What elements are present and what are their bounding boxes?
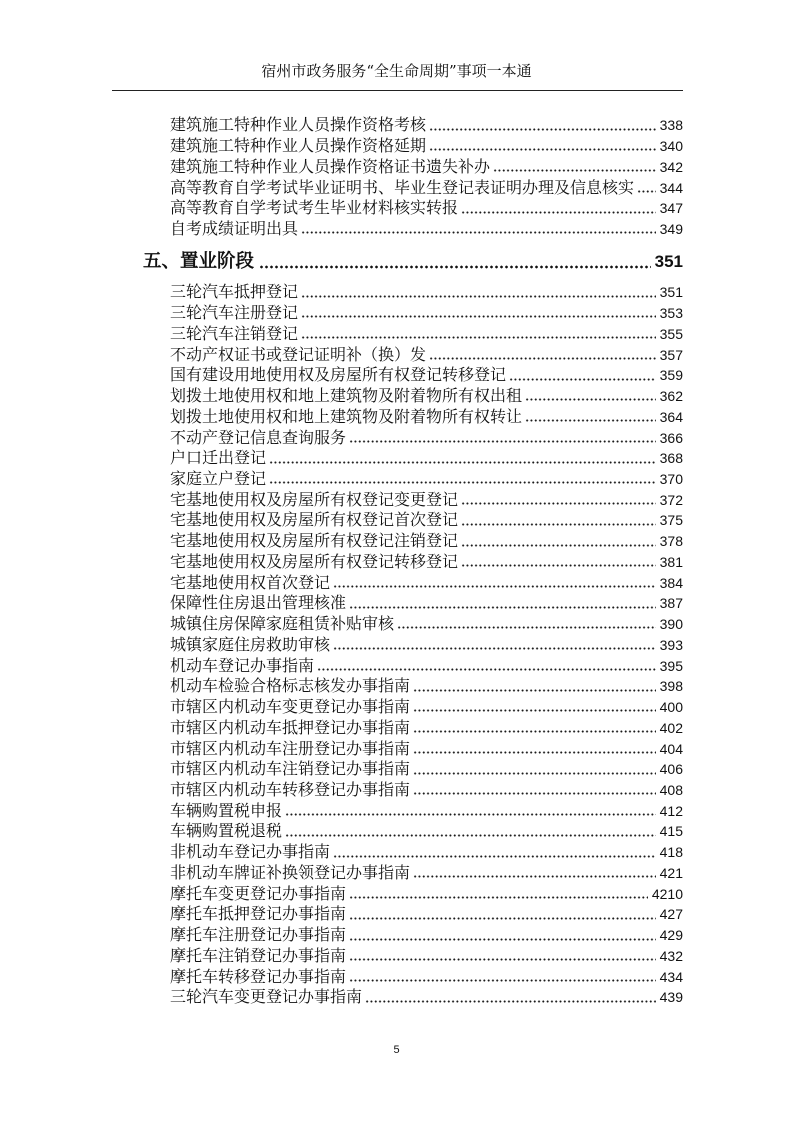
- toc-entry-page: 347: [659, 200, 683, 217]
- toc-entry-title: 机动车登记办事指南: [170, 655, 315, 675]
- toc-entry-title: 市辖区内机动车变更登记办事指南: [170, 697, 411, 717]
- dot-leader: [269, 461, 656, 464]
- toc-entry[interactable]: [170, 510, 683, 531]
- toc-entry-title: 摩托车注销登记办事指南: [170, 945, 347, 965]
- dot-leader: [413, 689, 656, 692]
- toc-entry-page: 359: [659, 367, 683, 384]
- page-number: 5: [393, 1044, 400, 1056]
- toc-entry[interactable]: [170, 759, 683, 780]
- toc-entry-page: 338: [659, 117, 683, 134]
- toc-entry-page: 349: [659, 221, 683, 238]
- toc-entry-page: 421: [659, 864, 683, 881]
- dot-leader: [349, 440, 656, 443]
- toc-entry[interactable]: [170, 303, 683, 324]
- dot-leader: [429, 357, 656, 360]
- toc-entry-title: 国有建设用地使用权及房屋所有权登记转移登记: [170, 365, 507, 385]
- toc-entry-page: 415: [659, 823, 683, 840]
- toc-entry-title: 车辆购置税申报: [170, 800, 283, 820]
- toc-entry-page: 366: [659, 429, 683, 446]
- toc-entry-title: 户口迁出登记: [170, 448, 267, 468]
- toc-entry[interactable]: [170, 717, 683, 738]
- toc-entry[interactable]: [170, 489, 683, 510]
- toc-entry-title: 摩托车抵押登记办事指南: [170, 904, 347, 924]
- toc-entry-page: 340: [659, 138, 683, 155]
- toc-entry-title: 机动车检验合格标志核发办事指南: [170, 676, 411, 696]
- toc-entry-title: 三轮汽车变更登记办事指南: [170, 987, 363, 1007]
- dot-leader: [301, 231, 656, 234]
- toc-entry[interactable]: [170, 738, 683, 759]
- toc-entry-page: 408: [659, 781, 683, 798]
- toc-entry[interactable]: [170, 925, 683, 946]
- toc-entry-page: 384: [659, 574, 683, 591]
- toc-entry[interactable]: [170, 136, 683, 157]
- toc-entry-page: 439: [659, 989, 683, 1006]
- toc-entry-page: 357: [659, 346, 683, 363]
- toc-entry-page: 402: [659, 719, 683, 736]
- toc-entry[interactable]: [170, 552, 683, 573]
- toc-entry-title: 家庭立户登记: [170, 468, 267, 488]
- toc-list-section-five: [170, 282, 683, 1008]
- toc-entry-title: 三轮汽车注销登记: [170, 323, 299, 343]
- toc-entry-page: 355: [659, 325, 683, 342]
- toc-entry-title: 摩托车变更登记办事指南: [170, 883, 347, 903]
- toc-entry-title: 车辆购置税退税: [170, 821, 283, 841]
- toc-entry-title: 划拨土地使用权和地上建筑物及附着物所有权出租: [170, 386, 523, 406]
- dot-leader: [285, 813, 656, 816]
- toc-entry-page: 432: [659, 947, 683, 964]
- toc-entry[interactable]: [170, 323, 683, 344]
- toc-entry-title: 城镇住房保障家庭租赁补贴审核: [170, 614, 395, 634]
- toc-entry-title: 市辖区内机动车注册登记办事指南: [170, 738, 411, 758]
- toc-entry-title: 三轮汽车注册登记: [170, 303, 299, 323]
- dot-leader: [349, 958, 656, 961]
- toc-entry-title: 非机动车牌证补换领登记办事指南: [170, 862, 411, 882]
- toc-entry[interactable]: [170, 946, 683, 967]
- toc-entry-title: 市辖区内机动车抵押登记办事指南: [170, 717, 411, 737]
- dot-leader: [301, 295, 656, 298]
- dot-leader: [349, 938, 656, 941]
- toc-entry-page: 398: [659, 678, 683, 695]
- toc-entry[interactable]: [170, 593, 683, 614]
- dot-leader: [413, 751, 656, 754]
- dot-leader: [637, 190, 656, 193]
- toc-entry-page: 381: [659, 553, 683, 570]
- toc-entry-title: 高等教育自学考试毕业证明书、毕业生登记表证明办理及信息核实: [170, 177, 635, 197]
- toc-entry-page: 342: [659, 158, 683, 175]
- dot-leader: [333, 855, 656, 858]
- toc-entry-title: 划拨土地使用权和地上建筑物及附着物所有权转让: [170, 406, 523, 426]
- toc-entry-page: 427: [659, 906, 683, 923]
- dot-leader: [269, 481, 656, 484]
- dot-leader: [349, 917, 656, 920]
- toc-entry[interactable]: [170, 448, 683, 469]
- toc-entry[interactable]: [170, 469, 683, 490]
- toc-entry[interactable]: [170, 780, 683, 801]
- toc-entry[interactable]: [170, 177, 683, 198]
- dot-leader: [461, 502, 656, 505]
- toc-entry-title: 宅基地使用权及房屋所有权登记变更登记: [170, 489, 459, 509]
- toc-entry-page: 372: [659, 491, 683, 508]
- toc-entry-page: 406: [659, 761, 683, 778]
- dot-leader: [461, 564, 656, 567]
- dot-leader: [397, 626, 656, 629]
- toc-entry-title: 非机动车登记办事指南: [170, 842, 331, 862]
- dot-leader: [429, 148, 656, 151]
- dot-leader: [413, 772, 656, 775]
- toc-entry-title: 市辖区内机动车转移登记办事指南: [170, 779, 411, 799]
- toc-entry-title: 建筑施工特种作业人员操作资格延期: [170, 136, 427, 156]
- dot-leader: [301, 336, 656, 339]
- toc-entry[interactable]: [170, 966, 683, 987]
- toc-entry-page: 400: [659, 699, 683, 716]
- toc-entry-title: 不动产登记信息查询服务: [170, 427, 347, 447]
- toc-entry[interactable]: [170, 634, 683, 655]
- toc-entry-page: 353: [659, 305, 683, 322]
- dot-leader: [461, 211, 656, 214]
- toc-entry-page: 395: [659, 657, 683, 674]
- toc-entry[interactable]: [170, 198, 683, 219]
- toc-entry-page: 362: [659, 388, 683, 405]
- toc-entry-title: 自考成绩证明出具: [170, 219, 299, 239]
- dot-leader: [493, 169, 656, 172]
- toc-entry[interactable]: [170, 427, 683, 448]
- section-page: 351: [654, 252, 683, 271]
- dot-leader: [413, 730, 656, 733]
- toc-list-previous-section: [170, 115, 683, 239]
- toc-entry-page: 387: [659, 595, 683, 612]
- toc-entry-title: 三轮汽车抵押登记: [170, 282, 299, 302]
- dot-leader: [349, 896, 648, 899]
- toc-entry[interactable]: [170, 842, 683, 863]
- toc-entry-title: 宅基地使用权首次登记: [170, 572, 331, 592]
- dot-leader: [333, 585, 656, 588]
- dot-leader: [509, 378, 656, 381]
- toc-entry[interactable]: [170, 219, 683, 240]
- toc-entry[interactable]: [170, 655, 683, 676]
- toc-entry[interactable]: [170, 365, 683, 386]
- toc-entry[interactable]: [170, 282, 683, 303]
- toc-entry-title: 不动产权证书或登记证明补（换）发: [170, 344, 427, 364]
- dot-leader: [333, 647, 656, 650]
- toc-entry[interactable]: [170, 115, 683, 136]
- toc-entry-page: 375: [659, 512, 683, 529]
- dot-leader: [413, 792, 656, 795]
- toc-entry[interactable]: [170, 697, 683, 718]
- toc-entry[interactable]: [170, 800, 683, 821]
- page-header-title: 宿州市政务服务“全生命周期”事项一本通: [261, 62, 532, 80]
- toc-entry-title: 建筑施工特种作业人员操作资格证书遗失补办: [170, 156, 491, 176]
- dot-leader: [285, 834, 656, 837]
- toc-entry[interactable]: [170, 883, 683, 904]
- toc-entry[interactable]: [170, 344, 683, 365]
- toc-entry-title: 市辖区内机动车注销登记办事指南: [170, 759, 411, 779]
- toc-entry-title: 宅基地使用权及房屋所有权登记转移登记: [170, 551, 459, 571]
- toc-entry-page: 351: [659, 284, 683, 301]
- dot-leader: [349, 979, 656, 982]
- toc-entry[interactable]: [170, 987, 683, 1008]
- dot-leader: [525, 398, 656, 401]
- toc-entry-title: 宅基地使用权及房屋所有权登记注销登记: [170, 531, 459, 551]
- toc-entry[interactable]: [170, 406, 683, 427]
- toc-entry-page: 378: [659, 533, 683, 550]
- toc-entry-page: 370: [659, 470, 683, 487]
- toc-entry[interactable]: [170, 863, 683, 884]
- toc-entry-title: 城镇家庭住房救助审核: [170, 634, 331, 654]
- header-rule: [112, 90, 683, 91]
- toc-entry-title: 摩托车转移登记办事指南: [170, 966, 347, 986]
- toc-entry-page: 390: [659, 616, 683, 633]
- toc-section-heading[interactable]: [143, 250, 683, 274]
- toc-entry[interactable]: [170, 614, 683, 635]
- dot-leader: [525, 419, 656, 422]
- dot-leader: [413, 875, 656, 878]
- toc-entry-title: 宅基地使用权及房屋所有权登记首次登记: [170, 510, 459, 530]
- toc-entry-page: 364: [659, 408, 683, 425]
- toc-entry-page: 412: [659, 802, 683, 819]
- dot-leader: [461, 544, 656, 547]
- toc-entry-page: 429: [659, 927, 683, 944]
- toc-entry[interactable]: [170, 386, 683, 407]
- toc-entry[interactable]: [170, 572, 683, 593]
- toc-entry-title: 建筑施工特种作业人员操作资格考核: [170, 115, 427, 135]
- section-title: 五、置业阶段: [143, 251, 255, 272]
- toc-entry[interactable]: [170, 821, 683, 842]
- toc-entry-page: 368: [659, 450, 683, 467]
- toc-entry[interactable]: [170, 531, 683, 552]
- dot-leader: [301, 315, 656, 318]
- toc-entry-page: 4210: [651, 885, 683, 902]
- toc-entry-title: 高等教育自学考试考生毕业材料核实转报: [170, 198, 459, 218]
- dot-leader: [461, 523, 656, 526]
- dot-leader: [349, 606, 656, 609]
- dot-leader: [413, 709, 656, 712]
- toc-entry-page: 393: [659, 636, 683, 653]
- toc-entry[interactable]: [170, 904, 683, 925]
- toc-entry[interactable]: [170, 676, 683, 697]
- dot-leader: [365, 1000, 656, 1003]
- dot-leader: [429, 128, 656, 131]
- dot-leader: [259, 265, 651, 269]
- dot-leader: [317, 668, 656, 671]
- toc-entry-page: 418: [659, 844, 683, 861]
- toc-entry-page: 404: [659, 740, 683, 757]
- toc-entry-page: 344: [659, 179, 683, 196]
- toc-entry-title: 摩托车注册登记办事指南: [170, 925, 347, 945]
- toc-entry-page: 434: [659, 968, 683, 985]
- toc-entry-title: 保障性住房退出管理核准: [170, 593, 347, 613]
- toc-entry[interactable]: [170, 156, 683, 177]
